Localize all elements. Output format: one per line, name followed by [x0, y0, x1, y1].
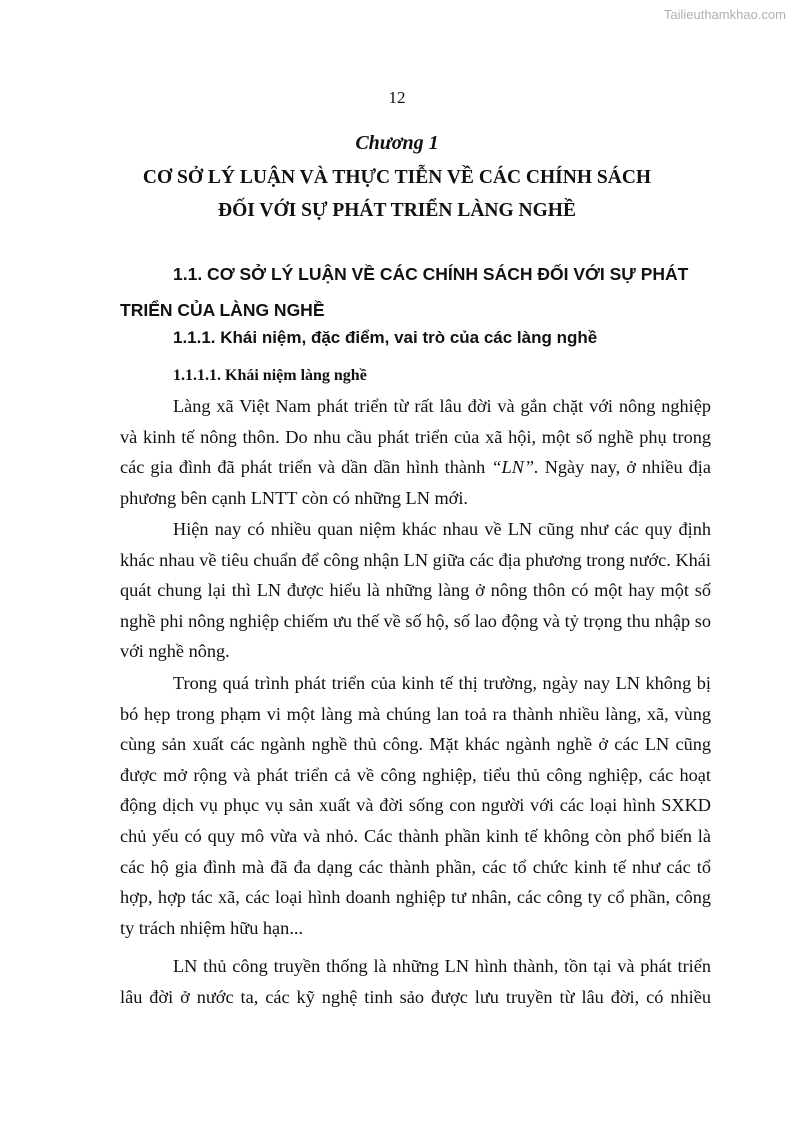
section-heading-1-1-1-1: 1.1.1.1. Khái niệm làng nghề	[173, 367, 367, 384]
paragraph-3	[120, 668, 711, 943]
paragraph-4	[120, 951, 711, 1012]
paragraph-1-text-a: Làng xã Việt Nam phát triển từ rất lâu đời và gắn chặt với nông nghiệp và kinh tế nông thôn. Do nhu cầu phát triển của xã hội, một số nghề phụ trong các gia đình đã phát triển và dần dần hình thành	[120, 396, 711, 478]
chapter-label: Chương 1	[355, 132, 439, 154]
page-number: 12	[388, 88, 406, 107]
paragraph-1-text-b: Ngày nay, ở nhiều địa phương bên cạnh LNTT còn có những LN mới.	[120, 457, 711, 508]
section-heading-1-1-1: 1.1.1. Khái niệm, đặc điểm, vai trò của các làng nghề	[173, 328, 598, 347]
chapter-title-line-2: ĐỐI VỚI SỰ PHÁT TRIỂN LÀNG NGHỀ	[218, 200, 576, 221]
paragraph-3-text: Trong quá trình phát triển của kinh tế thị trường, ngày nay LN không bị bó hẹp trong phạm vi một làng mà chúng lan toả ra thành nhiều làng, xã, vùng cùng sản xuất các ngành nghề thủ công. Mặt khác ngành nghề ở các LN cũng được mở rộng và phát triển cả về công nghiệp, tiểu thủ công nghiệp, các hoạt động dịch vụ phục vụ sản xuất và đời sống con người với các loại hình SXKD chủ yếu có quy mô vừa và nhỏ. Các thành phần kinh tế không còn phổ biến là các hộ gia đình mà đã đa dạng các thành phần, các tổ chức kinh tế như các tổ hợp, hợp tác xã, các loại hình doanh nghiệp tư nhân, các công ty cổ phần, công ty trách nhiệm hữu hạn...	[120, 673, 711, 938]
chapter-title-line-1: CƠ SỞ LÝ LUẬN VÀ THỰC TIỄN VỀ CÁC CHÍNH SÁCH	[142, 167, 652, 188]
section-heading-1-1	[120, 256, 713, 328]
paragraph-1-emphasis: “LN”.	[491, 457, 539, 478]
paragraph-2	[120, 514, 711, 667]
section-heading-1-1-line-1: 1.1. CƠ SỞ LÝ LUẬN VỀ CÁC CHÍNH SÁCH ĐỐI VỚI SỰ PHÁT	[173, 264, 689, 284]
watermark: Tailieuthamkhao.com	[663, 7, 786, 22]
paragraph-2-text: Hiện nay có nhiều quan niệm khác nhau về LN cũng như các quy định khác nhau về tiêu chuẩn để công nhận LN giữa các địa phương trong nước. Khái quát chung lại thì LN được hiểu là những làng ở nông thôn có một hay một số nghề phi nông nghiệp chiếm ưu thế về số hộ, số lao động và tỷ trọng thu nhập so với nghề nông.	[120, 519, 711, 662]
section-heading-1-1-line-2: TRIỂN CỦA LÀNG NGHỀ	[120, 300, 325, 320]
paragraph-4-text: LN thủ công truyền thống là những LN hình thành, tồn tại và phát triển lâu đời ở nước ta, các kỹ nghệ tinh sảo được lưu truyền từ lâu đời, có nhiều	[120, 956, 711, 1007]
paragraph-1	[120, 391, 711, 513]
